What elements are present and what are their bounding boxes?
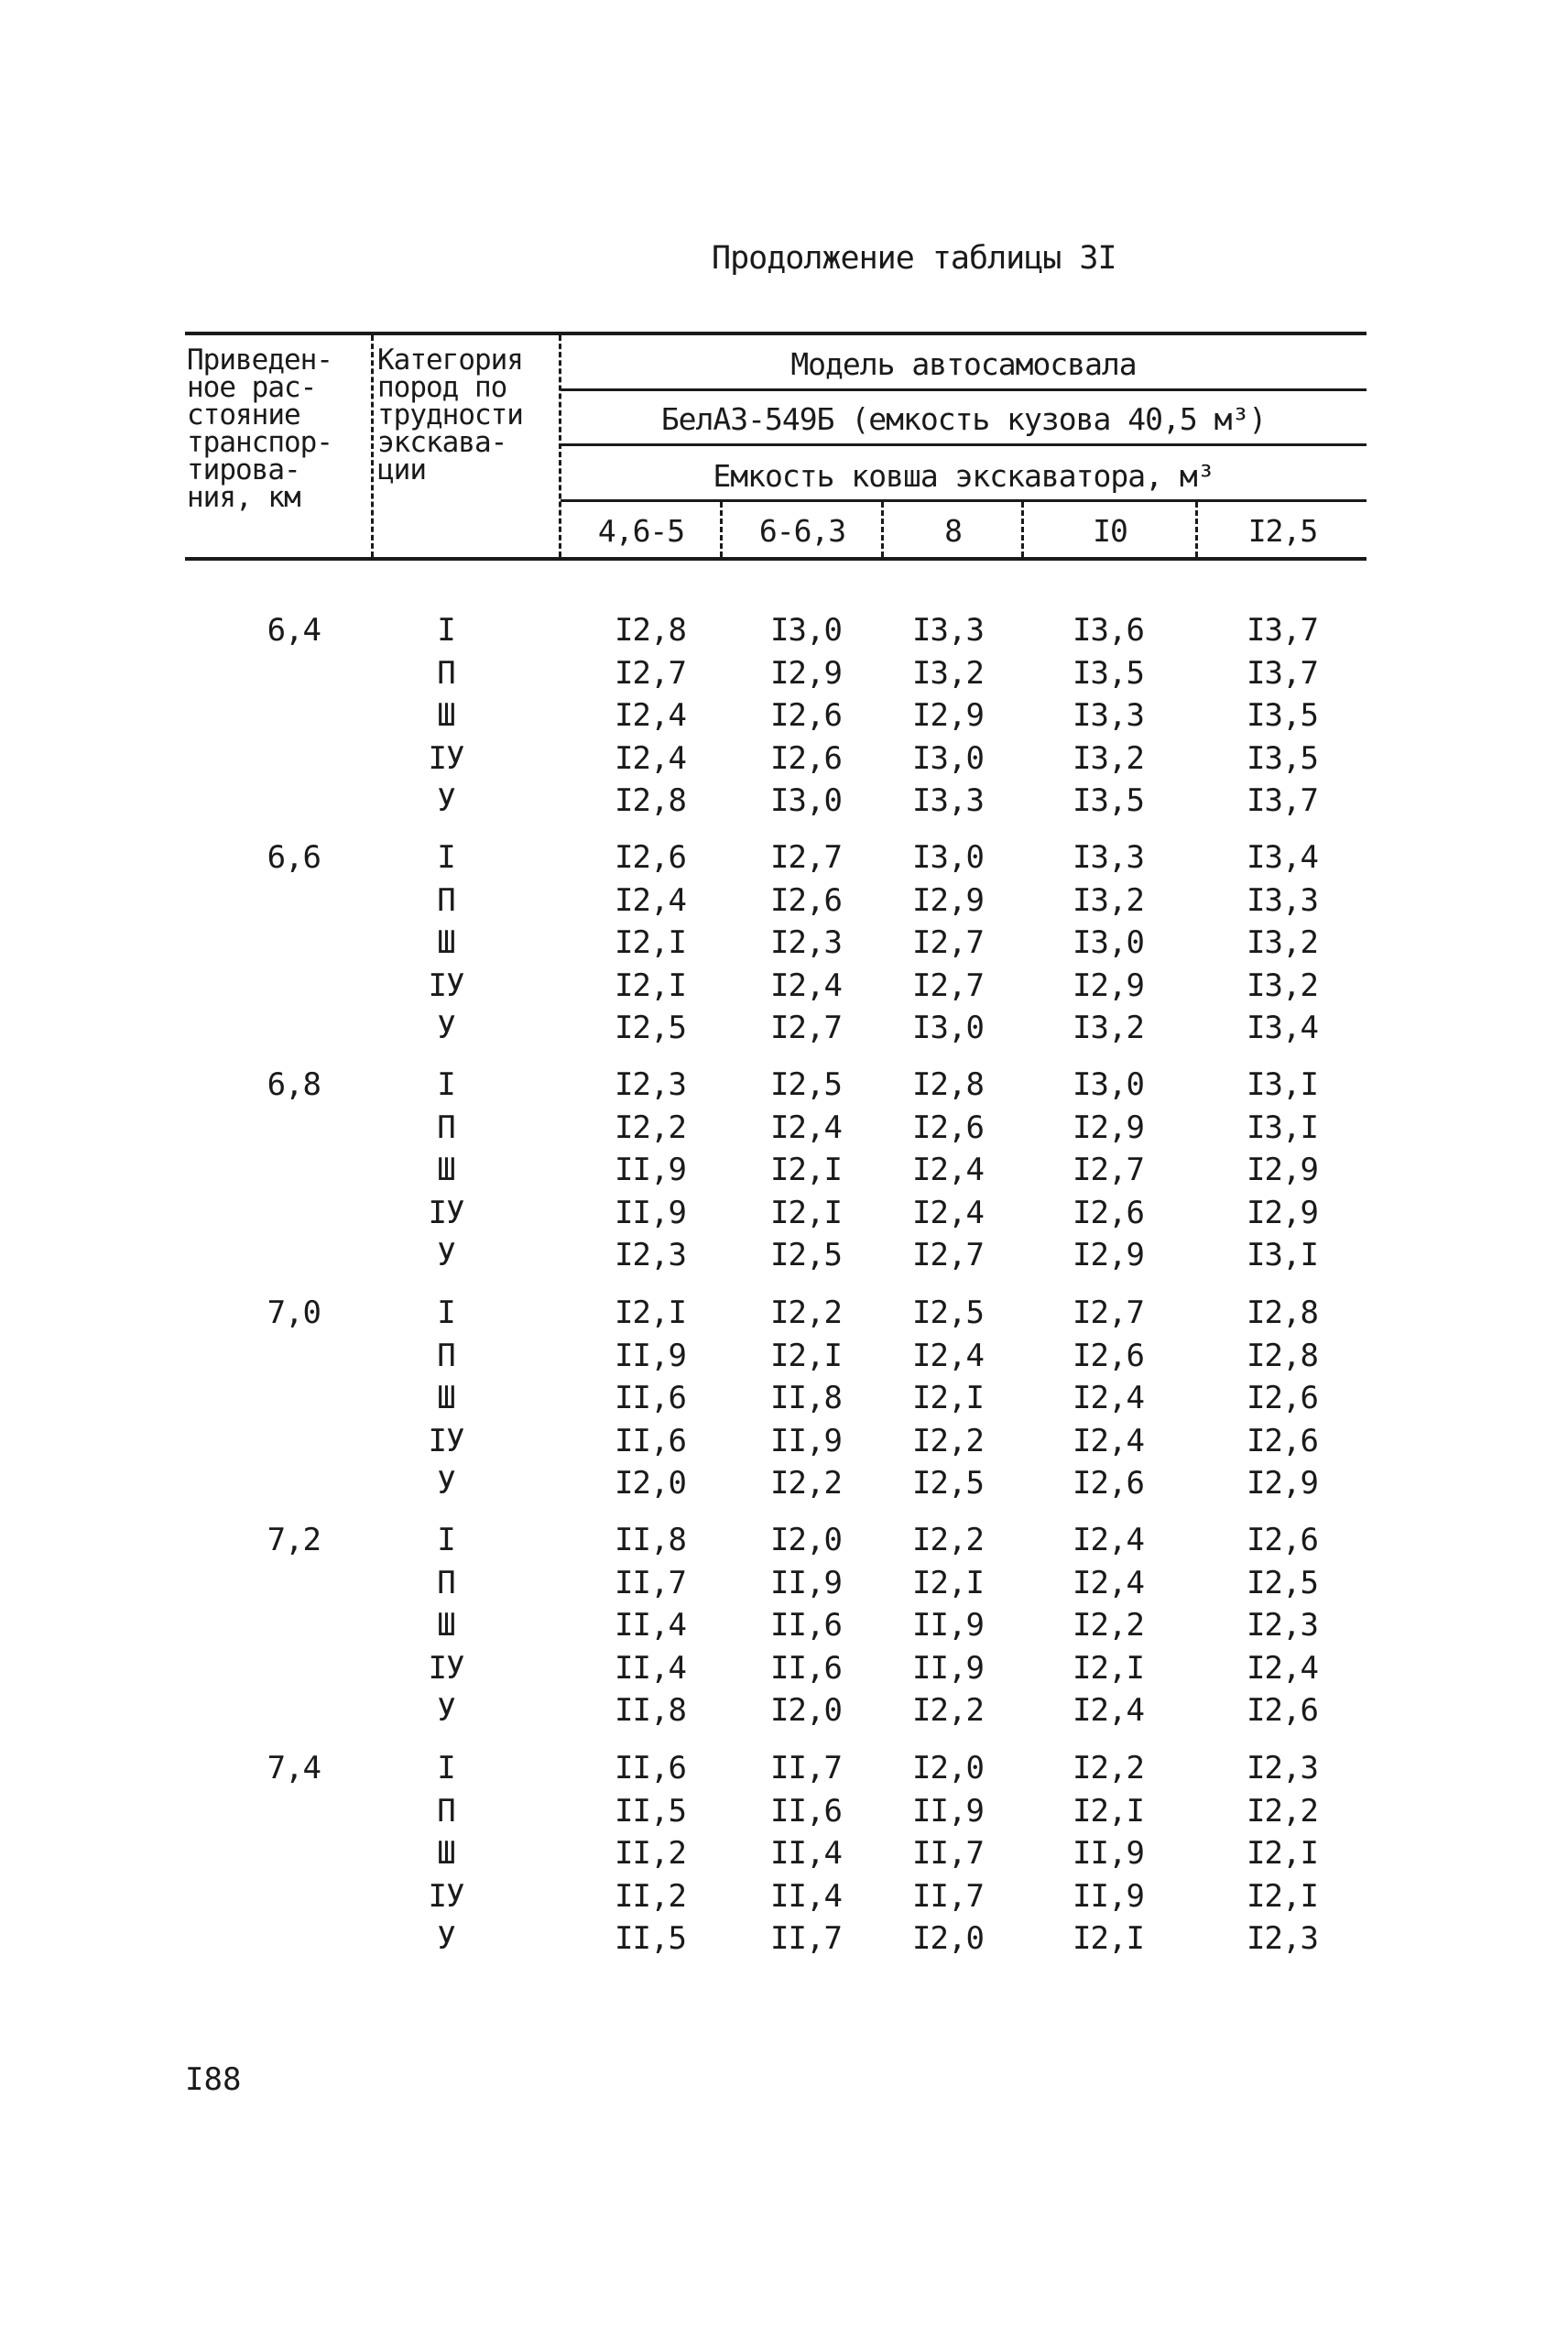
table-cell-value: I2,4: [1073, 1422, 1144, 1459]
header-rule-truck: [561, 443, 1367, 446]
table-cell-value: I2,I: [1073, 1649, 1144, 1687]
table-cell-value: I2,0: [912, 1920, 984, 1957]
table-cell-value: I2,6: [1247, 1422, 1318, 1459]
table-cell-value: I3,0: [1073, 924, 1144, 961]
table-cell-value: I2,2: [1073, 1607, 1144, 1644]
table-cell-value: I3,5: [1073, 654, 1144, 692]
bucket-size-2: 6-6,3: [758, 513, 846, 549]
table-cell-value: I2,2: [770, 1465, 842, 1502]
table-cell-value: I3,0: [912, 839, 984, 876]
table-cell-value: I2,3: [1247, 1607, 1318, 1644]
category-value: П: [437, 881, 455, 919]
header-model-label: Модель автосамосвала: [790, 346, 1137, 382]
table-cell-value: I2,I: [912, 1564, 984, 1601]
category-value: П: [437, 654, 455, 692]
table-cell-value: I3,5: [1073, 782, 1144, 819]
category-value: IУ: [428, 739, 464, 777]
table-cell-value: I2,8: [615, 612, 686, 649]
table-cell-value: I2,I: [1073, 1792, 1144, 1830]
table-cell-value: II,9: [912, 1792, 984, 1830]
distance-value: 6,8: [267, 1066, 321, 1103]
category-value: Ш: [437, 1152, 455, 1188]
table-cell-value: I2,I: [912, 1380, 984, 1416]
table-cell-value: I2,7: [615, 654, 686, 692]
table-cell-value: I2,2: [615, 1109, 686, 1146]
table-cell-value: II,6: [770, 1792, 842, 1830]
table-cell-value: II,9: [912, 1607, 984, 1644]
table-cell-value: II,9: [615, 1152, 686, 1188]
table-cell-value: I2,2: [912, 1522, 984, 1558]
table-cell-value: I2,2: [1247, 1792, 1318, 1830]
header-category: Категория пород по трудности экскава- ции: [377, 344, 523, 486]
table-cell-value: I2,6: [1073, 1194, 1144, 1231]
table-cell-value: I2,0: [615, 1465, 686, 1502]
table-cell-value: I3,I: [1247, 1109, 1318, 1146]
table-cell-value: I2,0: [770, 1692, 842, 1729]
table-cell-value: I2,4: [1073, 1380, 1144, 1416]
category-value: IУ: [428, 1649, 464, 1687]
table-cell-value: I2,4: [1073, 1692, 1144, 1729]
table-cell-value: II,9: [770, 1564, 842, 1601]
table-cell-value: I3,2: [1073, 739, 1144, 777]
category-value: У: [437, 1465, 455, 1502]
table-cell-value: I2,6: [1247, 1522, 1318, 1558]
table-top-rule: [185, 332, 1367, 335]
table-cell-value: I2,I: [615, 924, 686, 961]
table-cell-value: I2,9: [912, 881, 984, 919]
table-cell-value: I2,5: [912, 1465, 984, 1502]
bucket-divider-4: [1195, 502, 1198, 557]
table-cell-value: II,9: [615, 1337, 686, 1374]
table-cell-value: I2,2: [1073, 1750, 1144, 1786]
table-cell-value: I3,2: [1247, 924, 1318, 961]
header-rule-model: [561, 388, 1367, 391]
category-value: IУ: [428, 1194, 464, 1231]
category-value: П: [437, 1337, 455, 1374]
table-cell-value: I2,I: [1247, 1877, 1318, 1915]
table-cell-value: I2,9: [770, 654, 842, 692]
table-cell-value: I3,0: [770, 782, 842, 819]
header-divider-1: [371, 335, 374, 557]
table-cell-value: I3,3: [912, 612, 984, 649]
category-value: I: [437, 1750, 455, 1786]
category-value: IУ: [428, 967, 464, 1004]
table-cell-value: I2,I: [1247, 1835, 1318, 1872]
category-value: У: [437, 1920, 455, 1957]
category-value: I: [437, 1522, 455, 1558]
bucket-size-5: I2,5: [1247, 513, 1318, 549]
table-cell-value: I2,6: [770, 881, 842, 919]
table-cell-value: I3,7: [1247, 654, 1318, 692]
table-cell-value: I2,8: [615, 782, 686, 819]
table-cell-value: II,9: [1073, 1835, 1144, 1872]
distance-value: 7,0: [267, 1295, 321, 1331]
table-cell-value: II,4: [770, 1877, 842, 1915]
category-value: П: [437, 1564, 455, 1601]
table-cell-value: I3,3: [1247, 881, 1318, 919]
table-cell-value: I2,3: [1247, 1920, 1318, 1957]
table-cell-value: I2,6: [770, 739, 842, 777]
table-cell-value: II,6: [615, 1422, 686, 1459]
table-cell-value: II,6: [615, 1380, 686, 1416]
table-cell-value: II,9: [1073, 1877, 1144, 1915]
category-value: У: [437, 1010, 455, 1046]
table-cell-value: I3,4: [1247, 1010, 1318, 1046]
bucket-size-4: I0: [1093, 513, 1127, 549]
table-cell-value: I2,3: [615, 1066, 686, 1103]
table-cell-value: I2,4: [912, 1337, 984, 1374]
table-cell-value: I2,8: [1247, 1295, 1318, 1331]
table-cell-value: I2,6: [1247, 1692, 1318, 1729]
table-cell-value: I2,7: [912, 967, 984, 1004]
category-value: I: [437, 839, 455, 876]
distance-value: 6,6: [267, 839, 321, 876]
table-cell-value: II,9: [912, 1649, 984, 1687]
table-cell-value: I2,2: [770, 1295, 842, 1331]
table-cell-value: I2,2: [912, 1692, 984, 1729]
table-cell-value: I2,9: [1247, 1465, 1318, 1502]
table-cell-value: I3,5: [1247, 697, 1318, 734]
category-value: П: [437, 1109, 455, 1146]
table-cell-value: II,7: [615, 1564, 686, 1601]
table-cell-value: I3,3: [1073, 697, 1144, 734]
table-cell-value: I2,3: [615, 1237, 686, 1273]
category-value: Ш: [437, 1835, 455, 1872]
table-cell-value: I3,5: [1247, 739, 1318, 777]
table-cell-value: I2,9: [1247, 1152, 1318, 1188]
table-cell-value: I2,7: [912, 1237, 984, 1273]
header-bottom-rule: [185, 557, 1367, 561]
table-cell-value: II,6: [770, 1607, 842, 1644]
table-cell-value: I2,9: [1247, 1194, 1318, 1231]
table-cell-value: I2,I: [615, 1295, 686, 1331]
category-value: У: [437, 782, 455, 819]
table-cell-value: I3,7: [1247, 612, 1318, 649]
table-cell-value: I3,3: [1073, 839, 1144, 876]
table-cell-value: I2,0: [912, 1750, 984, 1786]
table-cell-value: I2,5: [770, 1066, 842, 1103]
table-cell-value: I2,4: [615, 739, 686, 777]
table-cell-value: I2,7: [770, 1010, 842, 1046]
table-cell-value: I2,5: [912, 1295, 984, 1331]
table-cell-value: I2,3: [1247, 1750, 1318, 1786]
table-cell-value: I2,4: [1073, 1564, 1144, 1601]
category-value: У: [437, 1237, 455, 1273]
bucket-divider-2: [881, 502, 884, 557]
category-value: IУ: [428, 1877, 464, 1915]
table-cell-value: I2,4: [615, 697, 686, 734]
table-cell-value: I2,I: [770, 1152, 842, 1188]
table-cell-value: I2,I: [770, 1194, 842, 1231]
table-cell-value: I2,5: [615, 1010, 686, 1046]
table-cell-value: I3,7: [1247, 782, 1318, 819]
table-cell-value: I2,0: [770, 1522, 842, 1558]
table-cell-value: I2,9: [1073, 967, 1144, 1004]
category-value: Ш: [437, 1380, 455, 1416]
table-cell-value: II,6: [770, 1649, 842, 1687]
table-cell-value: I2,9: [1073, 1109, 1144, 1146]
table-cell-value: I2,4: [1073, 1522, 1144, 1558]
table-cell-value: II,8: [770, 1380, 842, 1416]
distance-value: 7,4: [267, 1750, 321, 1786]
table-cell-value: I2,3: [770, 924, 842, 961]
table-cell-value: I3,0: [912, 739, 984, 777]
table-cell-value: I2,2: [912, 1422, 984, 1459]
table-cell-value: I3,4: [1247, 839, 1318, 876]
table-cell-value: I3,I: [1247, 1066, 1318, 1103]
table-cell-value: II,2: [615, 1835, 686, 1872]
table-cell-value: I2,8: [1247, 1337, 1318, 1374]
table-cell-value: II,7: [770, 1920, 842, 1957]
table-cell-value: I2,4: [912, 1194, 984, 1231]
table-cell-value: II,4: [770, 1835, 842, 1872]
table-cell-value: I2,4: [1247, 1649, 1318, 1687]
table-cell-value: II,2: [615, 1877, 686, 1915]
category-value: П: [437, 1792, 455, 1830]
table-cell-value: I2,6: [770, 697, 842, 734]
table-cell-value: I3,3: [912, 782, 984, 819]
header-distance: Приведен- ное рас- стояние транспор- тирова- ния, км: [187, 344, 332, 514]
table-cell-value: II,9: [615, 1194, 686, 1231]
table-cell-value: I2,9: [912, 697, 984, 734]
table-cell-value: I3,0: [912, 1010, 984, 1046]
category-value: У: [437, 1692, 455, 1729]
table-cell-value: I2,6: [1247, 1380, 1318, 1416]
table-cell-value: I2,5: [1247, 1564, 1318, 1601]
category-value: I: [437, 1066, 455, 1103]
table-cell-value: I3,I: [1247, 1237, 1318, 1273]
category-value: I: [437, 612, 455, 649]
category-value: IУ: [428, 1422, 464, 1459]
table-cell-value: I2,6: [1073, 1337, 1144, 1374]
table-cell-value: I2,7: [912, 924, 984, 961]
category-value: I: [437, 1295, 455, 1331]
table-cell-value: I2,7: [1073, 1152, 1144, 1188]
table-cell-value: II,9: [770, 1422, 842, 1459]
table-cell-value: I3,0: [770, 612, 842, 649]
header-truck-model: БелАЗ-549Б (емкость кузова 40,5 м³): [660, 401, 1267, 437]
table-cell-value: I2,I: [770, 1337, 842, 1374]
category-value: Ш: [437, 924, 455, 961]
table-cell-value: II,7: [912, 1877, 984, 1915]
header-rule-bucket: [561, 499, 1367, 502]
bucket-divider-3: [1021, 502, 1024, 557]
table-cell-value: II,5: [615, 1920, 686, 1957]
table-cell-value: II,7: [912, 1835, 984, 1872]
table-cell-value: II,5: [615, 1792, 686, 1830]
table-cell-value: I3,2: [1247, 967, 1318, 1004]
caption-text: Продолжение таблицы 3I: [712, 240, 1116, 277]
page-number: I88: [185, 2061, 242, 2098]
table-cell-value: I3,6: [1073, 612, 1144, 649]
distance-value: 6,4: [267, 612, 321, 649]
table-cell-value: I3,0: [1073, 1066, 1144, 1103]
table-cell-value: II,6: [615, 1750, 686, 1786]
table-cell-value: II,4: [615, 1649, 686, 1687]
table-cell-value: I3,2: [1073, 1010, 1144, 1046]
table-cell-value: I2,4: [912, 1152, 984, 1188]
category-value: Ш: [437, 697, 455, 734]
table-cell-value: I3,2: [912, 654, 984, 692]
table-cell-value: I2,I: [615, 967, 686, 1004]
table-cell-value: I2,9: [1073, 1237, 1144, 1273]
table-cell-value: II,8: [615, 1692, 686, 1729]
table-cell-value: I3,2: [1073, 881, 1144, 919]
distance-value: 7,2: [267, 1522, 321, 1558]
table-cell-value: I2,7: [1073, 1295, 1144, 1331]
table-cell-value: I2,4: [770, 1109, 842, 1146]
table-cell-value: II,7: [770, 1750, 842, 1786]
table-cell-value: I2,6: [1073, 1465, 1144, 1502]
table-cell-value: I2,7: [770, 839, 842, 876]
table-cell-value: II,4: [615, 1607, 686, 1644]
table-cell-value: I2,4: [770, 967, 842, 1004]
table-cell-value: I2,8: [912, 1066, 984, 1103]
bucket-size-3: 8: [944, 513, 962, 549]
table-cell-value: I2,6: [912, 1109, 984, 1146]
bucket-divider-1: [720, 502, 723, 557]
table-cell-value: I2,I: [1073, 1920, 1144, 1957]
table-cell-value: I2,5: [770, 1237, 842, 1273]
table-cell-value: I2,4: [615, 881, 686, 919]
bucket-size-1: 4,6-5: [597, 513, 685, 549]
table-cell-value: II,8: [615, 1522, 686, 1558]
category-value: Ш: [437, 1607, 455, 1644]
header-bucket-label: Емкость ковша экскаватора, м³: [713, 458, 1214, 494]
table-cell-value: I2,6: [615, 839, 686, 876]
